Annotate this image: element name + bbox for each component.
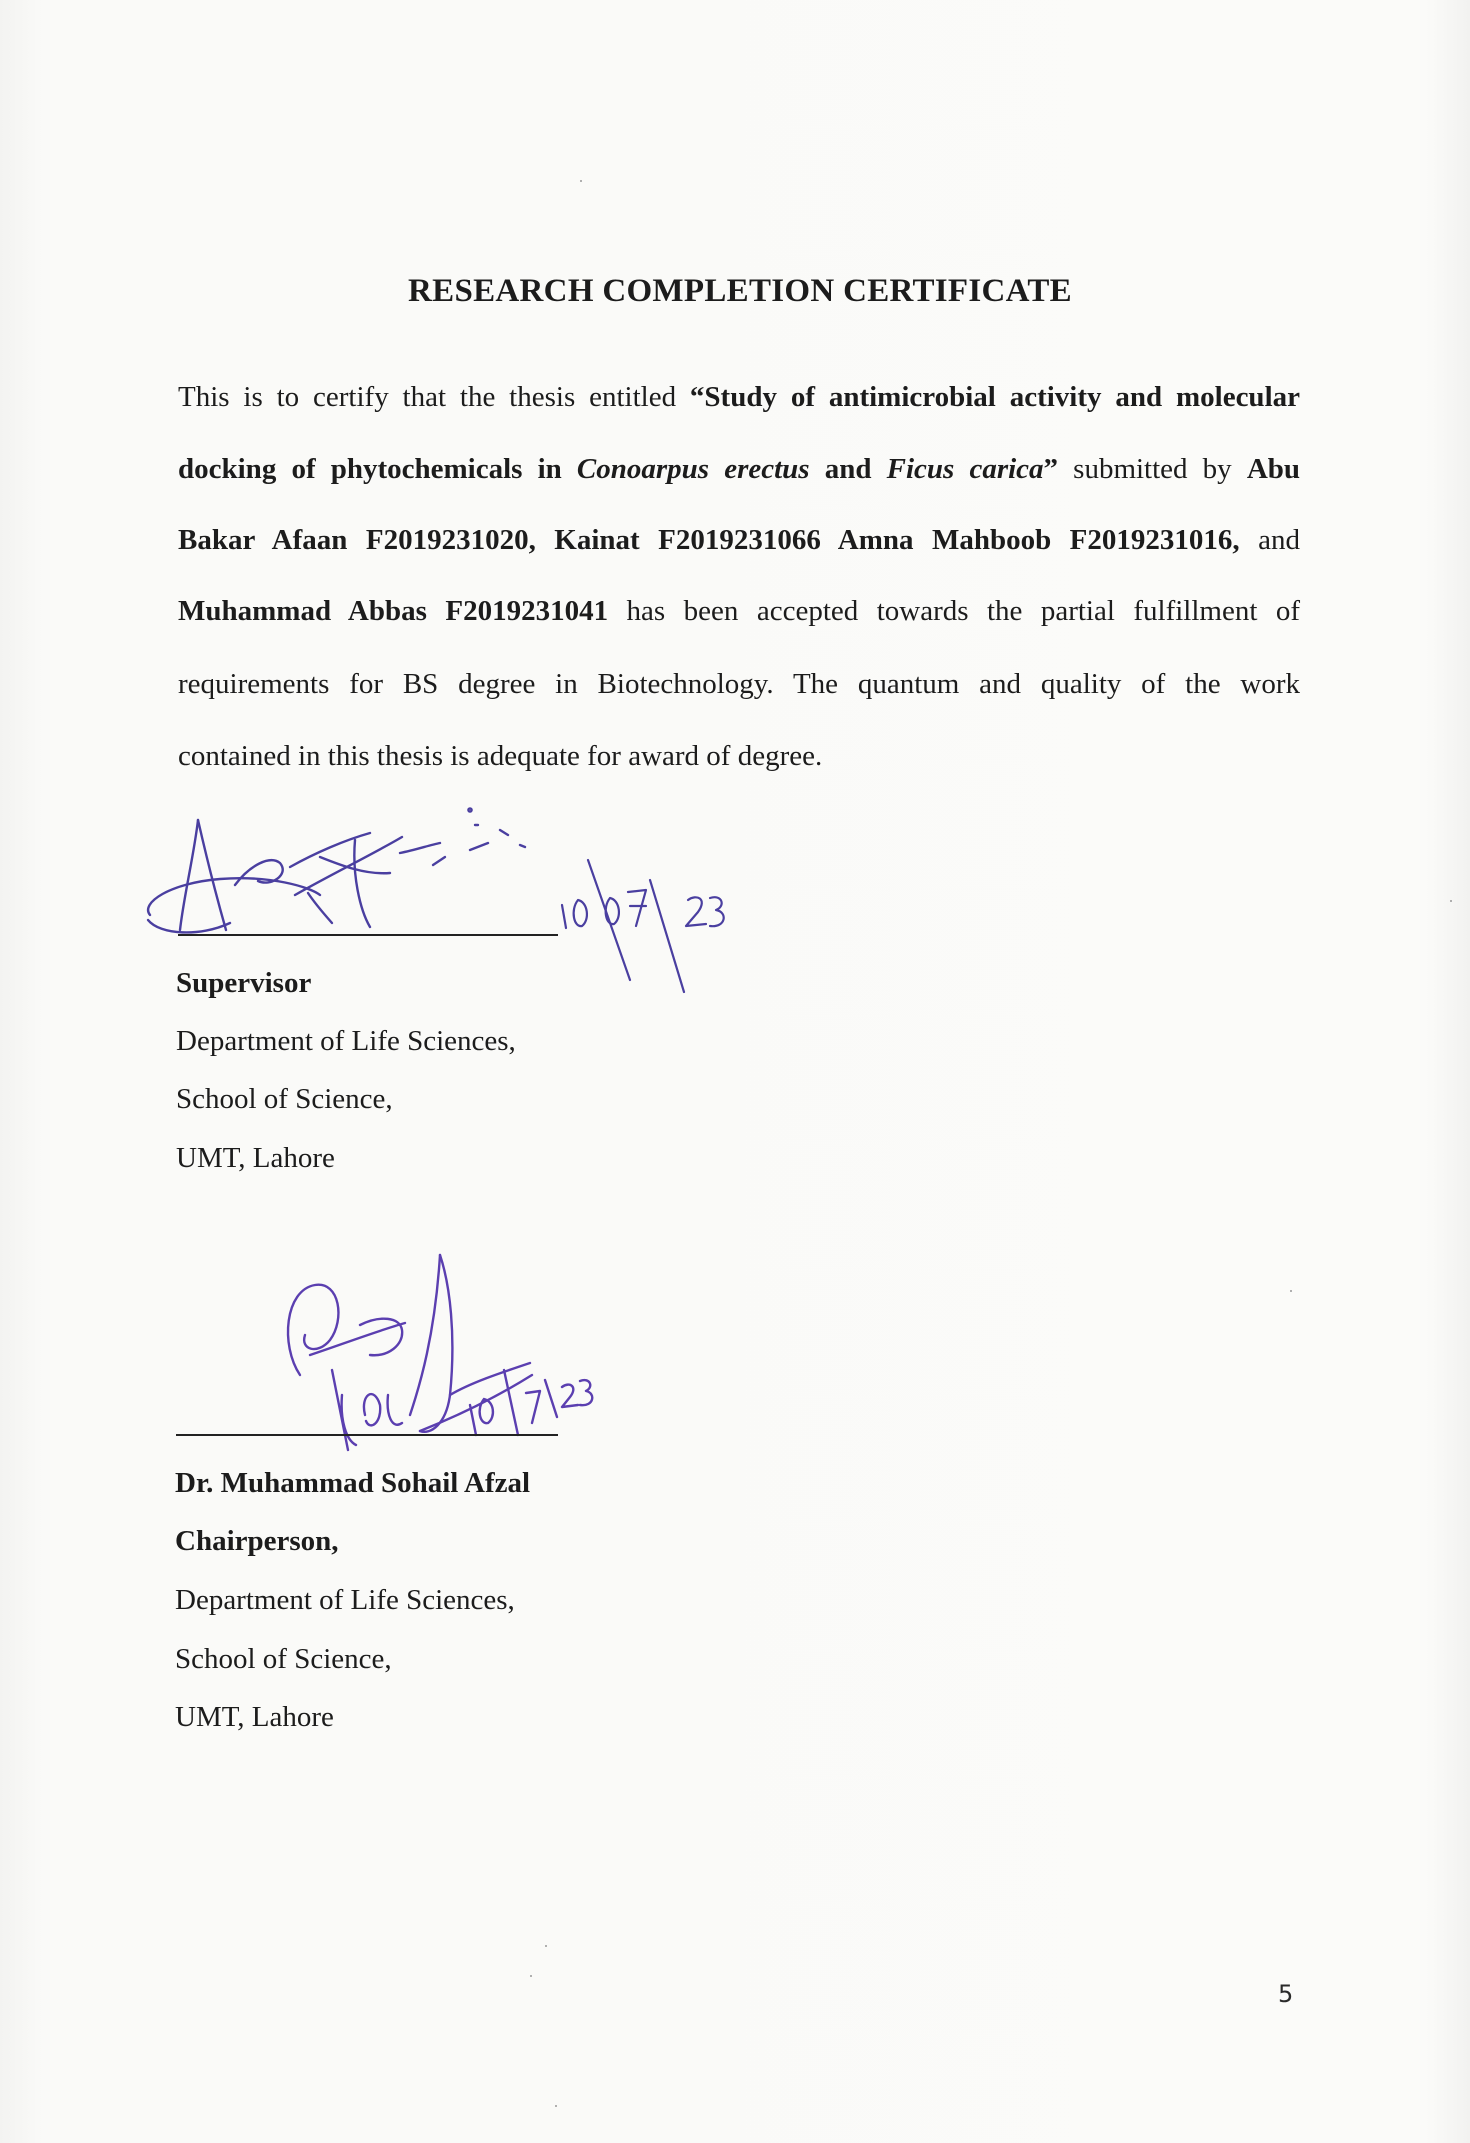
- supervisor-role: Supervisor: [176, 967, 312, 999]
- supervisor-school: School of Science,: [176, 1083, 393, 1115]
- species-name: Conoarpus erectus: [576, 453, 810, 485]
- student-name: Muhammad Abbas F2019231041: [178, 595, 609, 627]
- chairperson-name: Dr. Muhammad Sohail Afzal: [175, 1467, 531, 1499]
- paragraph-text: submitted by: [1058, 453, 1247, 485]
- scan-speck: [1290, 1290, 1292, 1292]
- paragraph-line-4: [178, 597, 1300, 626]
- student-name: Abu: [1246, 453, 1301, 485]
- page-title: RESEARCH COMPLETION CERTIFICATE: [408, 273, 1072, 309]
- supervisor-signature: [140, 795, 580, 955]
- chairperson-signature-line: [176, 1434, 558, 1436]
- page-number: 5: [1278, 1980, 1294, 2008]
- student-names: Bakar Afaan F2019231020, Kainat F2019231066 Amna Mahboob F2019231016,: [178, 524, 1240, 556]
- chairperson-department: Department of Life Sciences,: [175, 1584, 515, 1616]
- supervisor-location: UMT, Lahore: [176, 1142, 335, 1174]
- supervisor-signature-line: [178, 934, 558, 936]
- scan-speck: [545, 1945, 547, 1947]
- paragraph-line-6: contained in this thesis is adequate for award of degree.: [178, 740, 823, 772]
- paragraph-line-3: [178, 526, 1300, 555]
- paragraph-line-2: [178, 455, 1300, 484]
- paragraph-text: This is to certify that the thesis entitled: [178, 381, 690, 413]
- chairperson-role: Chairperson,: [175, 1525, 339, 1557]
- supervisor-department: Department of Life Sciences,: [176, 1025, 516, 1057]
- scan-speck: [580, 180, 582, 182]
- supervisor-handwritten-date: [560, 860, 760, 1000]
- paragraph-line-5: requirements for BS degree in Biotechnology. The quantum and quality of the work: [178, 668, 1300, 700]
- paragraph-text: has been accepted towards the partial fulfillment of: [608, 595, 1300, 627]
- scan-speck: [1450, 900, 1452, 902]
- thesis-title: docking of phytochemicals in: [178, 453, 577, 485]
- thesis-title: and: [809, 453, 887, 485]
- chairperson-signature: [270, 1245, 620, 1475]
- species-name: Ficus carica: [886, 453, 1044, 485]
- paragraph-line-1: [178, 383, 1300, 412]
- chairperson-school: School of Science,: [175, 1643, 392, 1675]
- paragraph-text: and: [1239, 524, 1300, 556]
- thesis-title: “Study of antimicrobial activity and molecular: [689, 381, 1300, 413]
- scan-speck: [555, 2105, 557, 2107]
- thesis-title: ”: [1043, 453, 1059, 485]
- chairperson-location: UMT, Lahore: [175, 1701, 334, 1733]
- scan-speck: [530, 1975, 532, 1977]
